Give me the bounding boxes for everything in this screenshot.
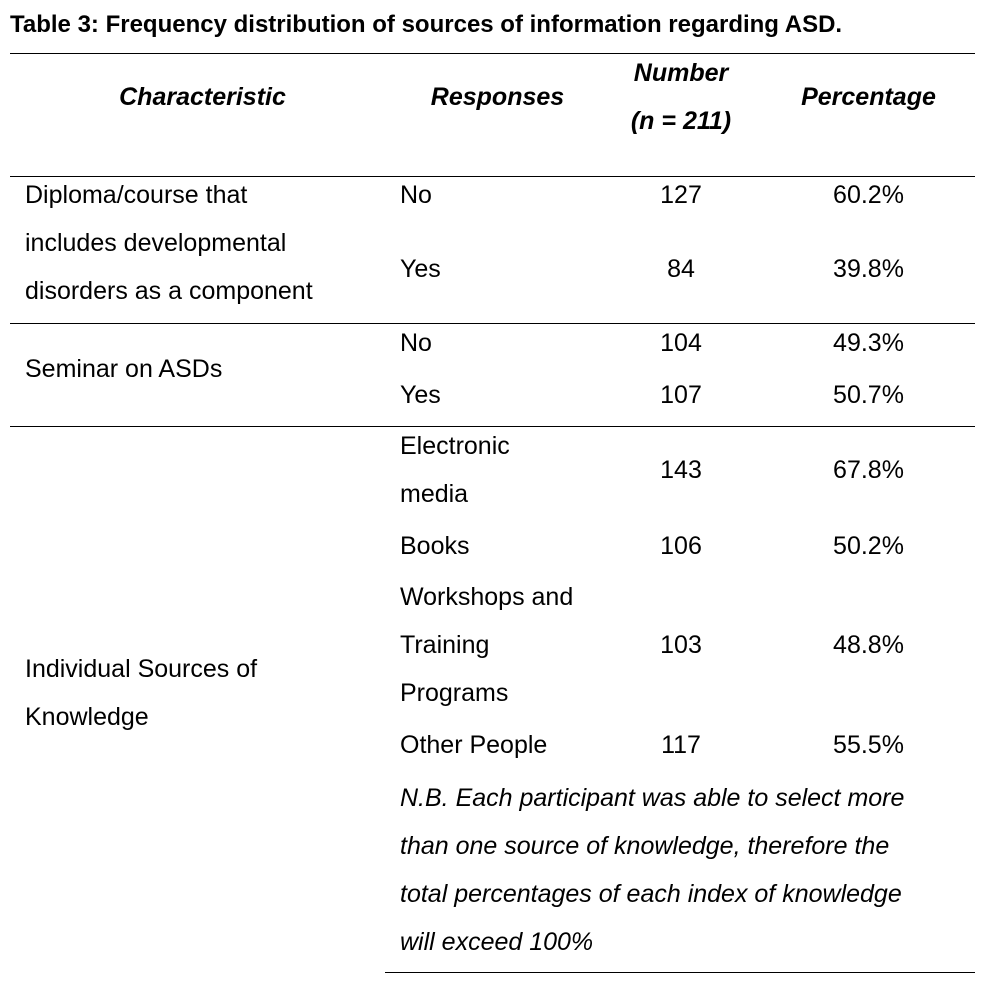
- percentage-other-people: 55.5%: [833, 731, 904, 759]
- response-workshops-line1: Workshops and: [400, 583, 574, 611]
- percentage-diploma-yes: 39.8%: [833, 255, 904, 283]
- response-electronic-media-line2: media: [400, 480, 469, 508]
- header-characteristic: Characteristic: [119, 83, 286, 111]
- characteristic-diploma-line3: disorders as a component: [25, 277, 313, 305]
- number-diploma-no: 127: [660, 181, 702, 209]
- response-electronic-media-line1: Electronic: [400, 432, 510, 460]
- header-percentage: Percentage: [801, 83, 936, 111]
- characteristic-diploma-line2: includes developmental: [25, 229, 287, 257]
- note-line-4: will exceed 100%: [400, 928, 594, 956]
- characteristic-diploma-line1: Diploma/course that: [25, 181, 248, 209]
- response-diploma-yes: Yes: [400, 255, 441, 283]
- number-workshops: 103: [660, 631, 702, 659]
- note-line-1: N.B. Each participant was able to select more: [400, 784, 905, 812]
- number-seminar-no: 104: [660, 329, 702, 357]
- characteristic-sources-line1: Individual Sources of: [25, 655, 258, 683]
- number-diploma-yes: 84: [667, 255, 695, 283]
- note-line-2: than one source of knowledge, therefore the: [400, 832, 890, 860]
- number-other-people: 117: [661, 731, 701, 759]
- response-seminar-yes: Yes: [400, 381, 441, 409]
- response-workshops-line2: Training: [400, 631, 490, 659]
- response-diploma-no: No: [400, 181, 432, 209]
- percentage-seminar-yes: 50.7%: [833, 381, 904, 409]
- characteristic-sources-line2: Knowledge: [25, 703, 149, 731]
- percentage-workshops: 48.8%: [833, 631, 904, 659]
- response-seminar-no: No: [400, 329, 432, 357]
- table-caption: Table 3: Frequency distribution of sources of information regarding ASD.: [10, 11, 843, 38]
- response-other-people: Other People: [400, 731, 548, 759]
- response-books: Books: [400, 532, 470, 560]
- table-top-rule: [10, 53, 975, 54]
- number-seminar-yes: 107: [660, 381, 702, 409]
- characteristic-seminar: Seminar on ASDs: [25, 355, 223, 383]
- header-number-line1: Number: [633, 59, 729, 87]
- number-books: 106: [660, 532, 702, 560]
- percentage-books: 50.2%: [833, 532, 904, 560]
- percentage-diploma-no: 60.2%: [833, 181, 904, 209]
- response-workshops-line3: Programs: [400, 679, 509, 707]
- note-line-3: total percentages of each index of knowledge: [400, 880, 902, 908]
- percentage-seminar-no: 49.3%: [833, 329, 904, 357]
- percentage-electronic-media: 67.8%: [833, 456, 904, 484]
- header-responses: Responses: [430, 83, 565, 111]
- header-number-line2: (n = 211): [630, 107, 732, 135]
- number-electronic-media: 143: [660, 456, 702, 484]
- table-bottom-rule: [385, 972, 975, 973]
